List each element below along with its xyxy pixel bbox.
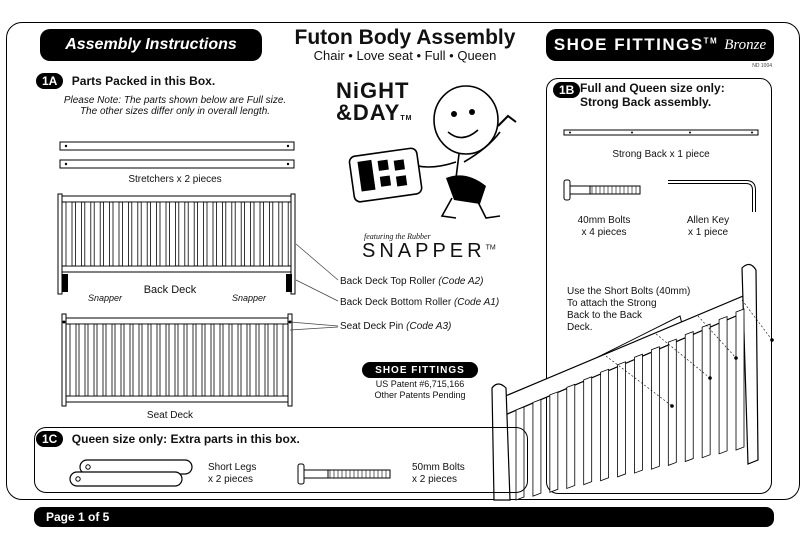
size-note: Please Note: The parts shown below are Full size. The other sizes differ only in overall length. [63,95,287,117]
section-title: Parts Packed in this Box. [71,74,216,88]
featuring-text: featuring the Rubber [364,232,431,241]
bolts-40mm-label: 40mm Bolts x 4 pieces [577,215,631,238]
brand-name: SHOE FITTINGS™ [553,35,719,54]
allen-key-label: Allen Key x 1 piece [686,215,730,238]
short-legs-label: Short Legs x 2 pieces [208,462,257,485]
mascot-illustration [346,78,526,228]
bolts-50mm-label: 50mm Bolts x 2 pieces [412,462,465,485]
patent-info: US Patent #6,715,166 Other Patents Pending [374,379,466,400]
snapper-left-label: Snapper [88,293,123,303]
strong-back-assembly-illustration [486,260,776,500]
strong-back-instructions: Use the Short Bolts (40mm) To attach the Strong Back to the Back Deck. [567,286,691,333]
banner-label: Assembly Instructions [65,36,237,53]
callout-seat-pin: Seat Deck Pin (Code A3) [340,321,452,332]
snapper-right-label: Snapper [232,293,267,303]
night-and-day-logo: NiGHT &DAYTM [336,78,413,125]
bolt-40mm-icon [562,178,644,202]
brand-subtitle: Bronze [724,36,767,53]
callout-bottom-roller: Back Deck Bottom Roller (Code A1) [340,297,500,308]
section-1c-heading [36,430,300,448]
section-title: Queen size only: Extra parts in this box. [71,432,300,446]
shoe-fittings-badge: SHOE FITTINGS [362,362,478,378]
bolt-50mm-icon [296,462,396,486]
section-badge: 1A [36,73,63,89]
seat-deck-label: Seat Deck [146,410,194,421]
section-1b-heading [553,81,580,99]
strong-back-illustration [562,128,762,138]
short-legs-illustration [66,458,196,490]
section-badge: 1B [553,82,580,98]
page-footer [34,507,774,527]
document-number: ND 1004 [752,63,772,69]
section-badge: 1C [36,431,63,447]
section-1b-title: Full and Queen size only: Strong Back assembly. [580,81,725,109]
back-deck-label: Back Deck [143,284,197,296]
page-title: Futon Body Assembly [294,26,516,49]
callout-top-roller: Back Deck Top Roller (Code A2) [340,276,484,287]
allen-key-icon [666,176,762,214]
page-number: Page 1 of 5 [46,510,110,524]
strong-back-label: Strong Back x 1 piece [612,149,710,160]
snapper-wordmark: SNAPPER™ [362,240,496,262]
page-subtitle: Chair • Love seat • Full • Queen [313,48,497,63]
stretchers-label: Stretchers x 2 pieces [128,174,222,185]
